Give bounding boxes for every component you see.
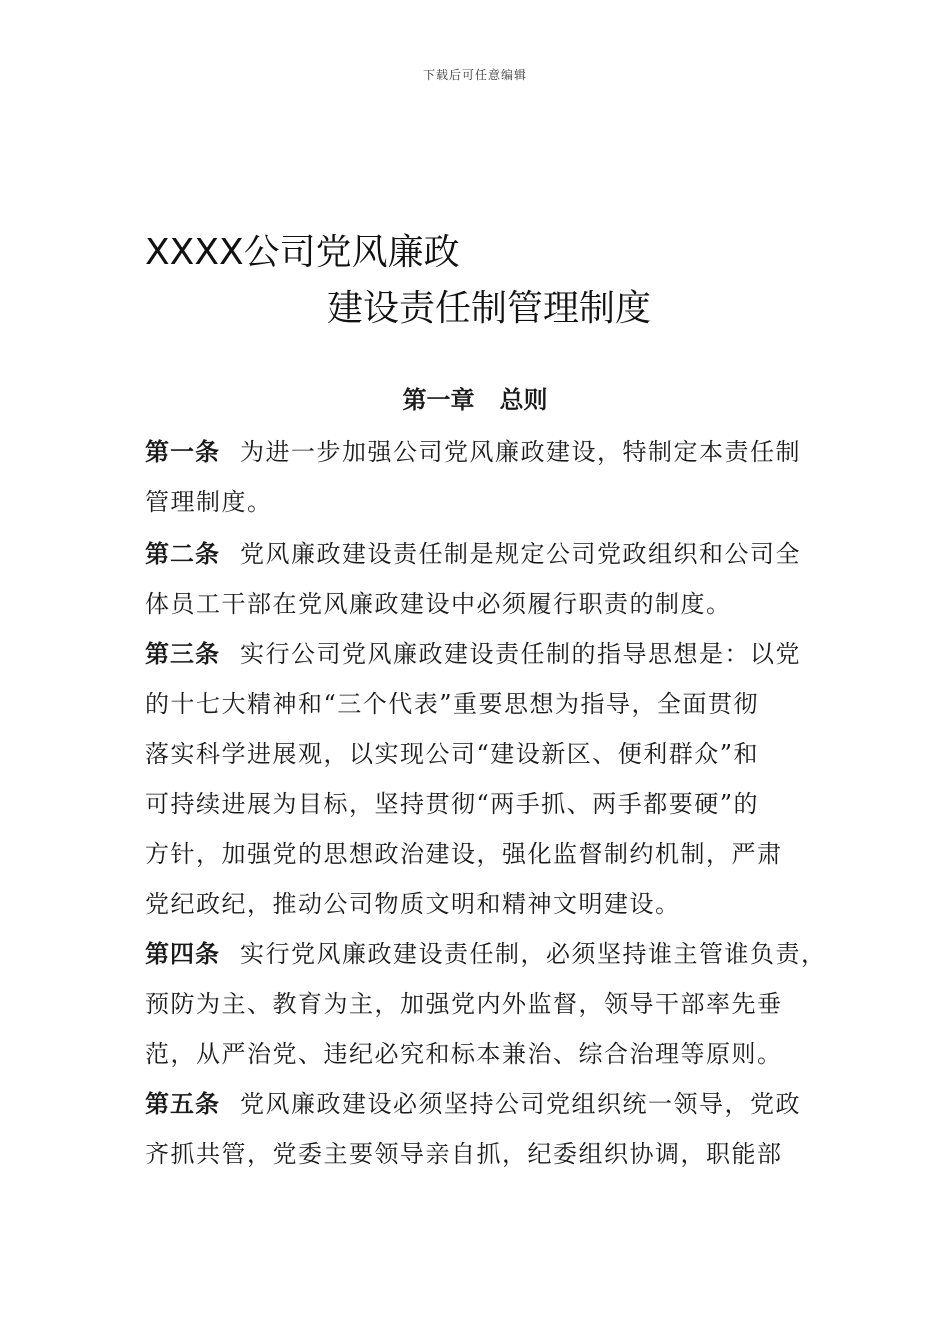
article-5-line-1 [145,1084,801,1119]
article-text: 实行公司党风廉政建设责任制的指导思想是：以党 [240,640,801,668]
document-title-line-2: 建设责任制管理制度 [327,288,652,329]
document-title-line-1: XXXX公司党风廉政 [145,232,460,273]
article-label: 第一条 [145,437,220,466]
article-5-line-2: 齐抓共管，党委主要领导亲自抓，纪委组织协调，职能部 [145,1140,783,1168]
article-4-line-3: 范，从严治党、违纪必究和标本兼治、综合治理等原则。 [145,1040,783,1068]
article-2-line-2: 体员工干部在党风廉政建设中必须履行职责的制度。 [145,590,732,618]
article-text: 实行党风廉政建设责任制，必须坚持谁主管谁负责， [240,940,827,968]
article-2-line-1 [145,534,801,569]
article-3-line-4: 可持续进展为目标，坚持贯彻“两手抓、两手都要硬”的 [145,790,760,818]
chapter-heading: 第一章 总则 [402,385,548,414]
article-3-line-1 [145,634,801,669]
article-4-line-2: 预防为主、教育为主，加强党内外监督，领导干部率先垂 [145,990,783,1018]
article-1-line-1 [145,432,801,467]
page-header: 下载后可任意编辑 [422,68,527,82]
article-4-line-1 [145,934,827,969]
article-3-line-3: 落实科学进展观，以实现公司“建设新区、便利群众”和 [145,740,760,768]
article-text: 党风廉政建设责任制是规定公司党政组织和公司全 [240,540,801,568]
article-label: 第四条 [145,939,220,968]
article-text: 党风廉政建设必须坚持公司党组织统一领导，党政 [240,1090,801,1118]
article-label: 第五条 [145,1089,220,1118]
article-label: 第三条 [145,639,220,668]
article-3-line-5: 方针，加强党的思想政治建设，强化监督制约机制，严肃 [145,840,783,868]
article-1-line-2: 管理制度。 [145,488,273,516]
article-label: 第二条 [145,539,220,568]
article-text: 为进一步加强公司党风廉政建设，特制定本责任制 [240,438,801,466]
article-3-line-2: 的十七大精神和“三个代表”重要思想为指导，全面贯彻 [145,690,760,718]
article-3-line-6: 党纪政纪，推动公司物质文明和精神文明建设。 [145,890,681,918]
